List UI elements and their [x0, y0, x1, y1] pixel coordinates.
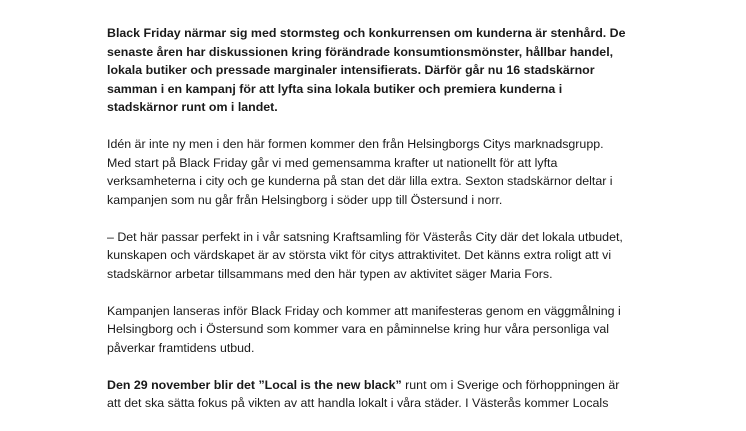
body-paragraph-4 [107, 376, 627, 413]
campaign-date-highlight: Den 29 november blir det ”Local is the new black” [107, 377, 402, 392]
lead-paragraph: Black Friday närmar sig med stormsteg och konkurrensen om kunderna är stenhård. De senaste åren har diskussionen kring förändrade konsumtionsmönster, hållbar handel, lokala butiker och pressade marginaler intensifierats. Därför går nu 16 stadskärnor samman i en kampanj för att lyfta sina lokala butiker och premiera kunderna i stadskärnor runt om i landet. [107, 26, 626, 114]
body-paragraph-4-text: runt om i Sverige och förhoppningen är att det ska sätta fokus på vikten av att handla lokalt i våra städer. I Västerås kommer Locals [107, 377, 620, 410]
body-paragraph-2: – Det här passar perfekt in i vår satsning Kraftsamling för Västerås City där det lokala utbudet, kunskapen och värdskapet är av största vikt för citys attraktivitet. Det känns extra roligt att vi stadskärnor arbetar tillsammans med den här typen av aktivitet säger Maria Fors. [107, 229, 623, 281]
body-paragraph-1: Idén är inte ny men i den här formen kommer den från Helsingborgs Citys marknadsgrupp. Med start på Black Friday går vi med gemensamma krafter ut nationellt för att lyfta verksamheterna i city och ge kunderna på stan det där lilla extra. Sexton stadskärnor deltar i kampanjen som nu går från Helsingborg i söder upp till Östersund i norr. [107, 137, 613, 207]
document-page [107, 24, 627, 431]
body-paragraph-3: Kampanjen lanseras inför Black Friday och kommer att manifesteras genom en väggmålning i Helsingborg och i Östersund som kommer vara en påminnelse kring hur våra personliga val påverkar framtidens utbud. [107, 303, 621, 355]
